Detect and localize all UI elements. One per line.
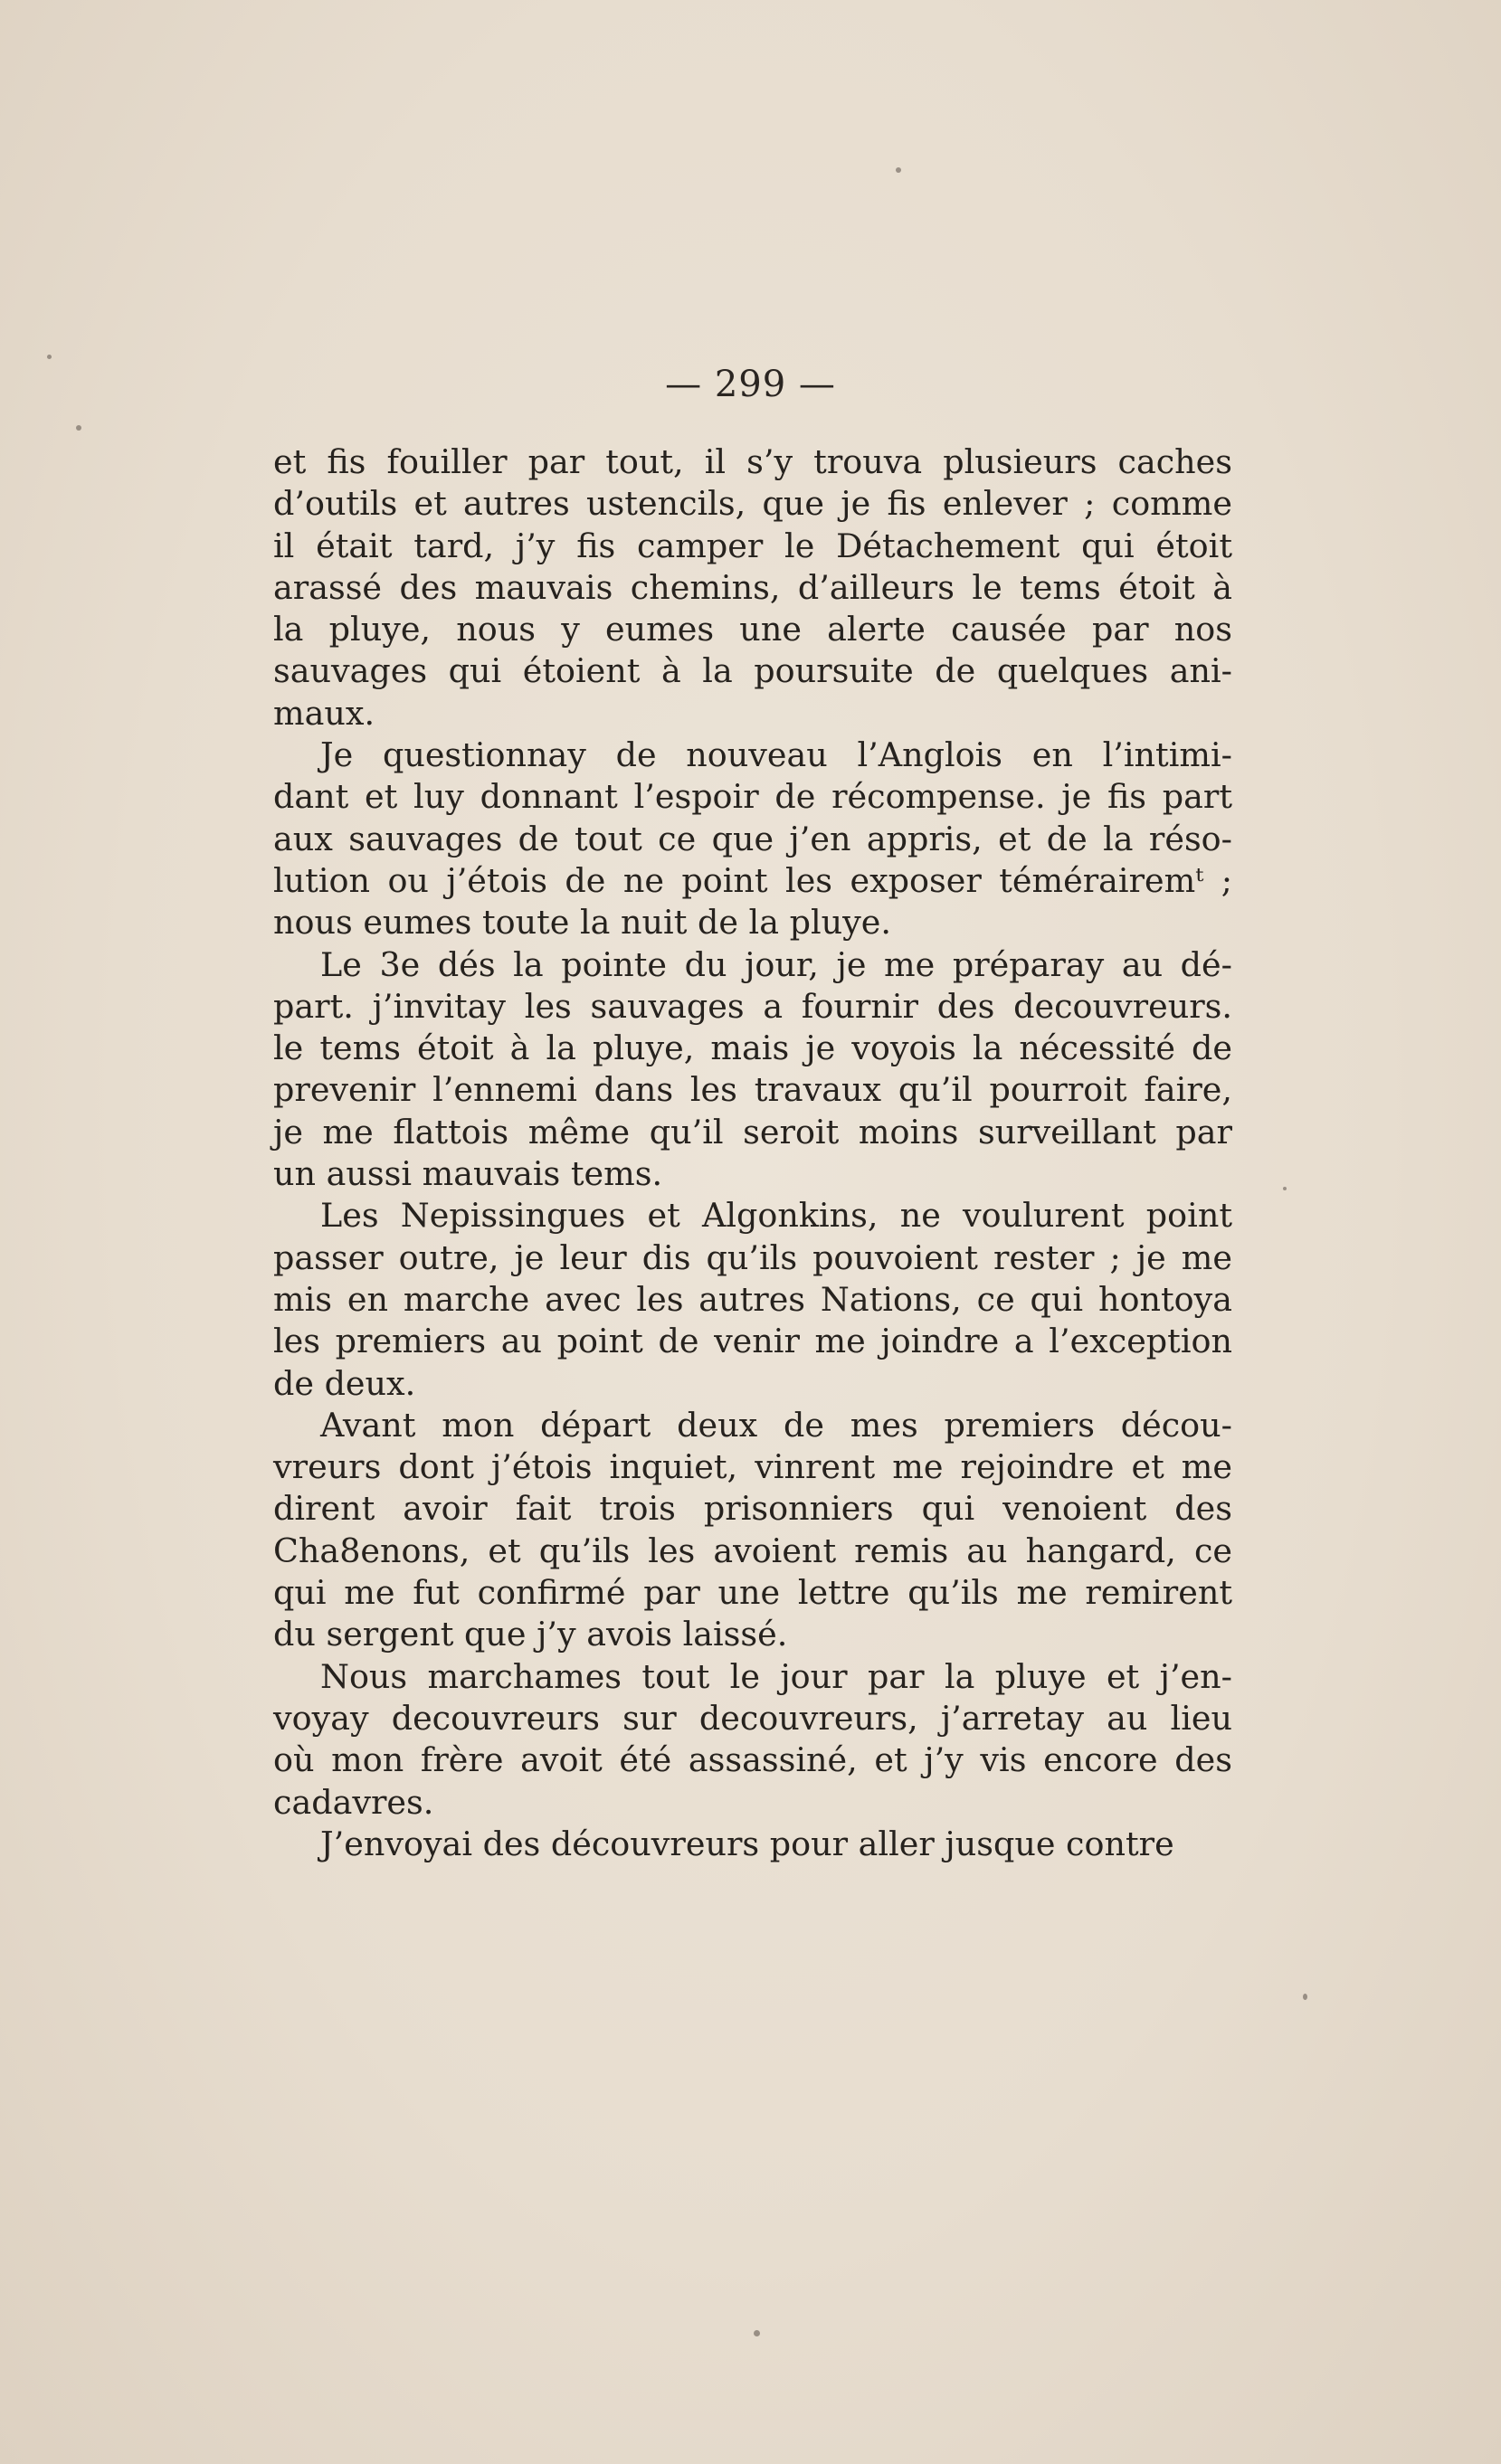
text-line: prevenir l’ennemi dans les travaux qu’il pourroit faire, (273, 1070, 1232, 1110)
text-line: le tems étoit à la pluye, mais je voyois la nécessité de (273, 1028, 1232, 1068)
paragraph-start: Je questionnay de nouveau l’Anglois en l’intimi- (320, 735, 1232, 775)
body-text (273, 441, 1232, 1865)
text-line: sauvages qui étoient à la poursuite de quelques ani- (273, 651, 1232, 691)
text-line: voyay decouvreurs sur decouvreurs, j’arretay au lieu (273, 1698, 1232, 1738)
text-line: dirent avoir fait trois prisonniers qui venoient des (273, 1489, 1232, 1529)
paragraph-start: Le 3e dés la pointe du jour, je me prépar​ay au dé- (320, 944, 1232, 984)
paragraph-start: Avant mon départ deux de mes premiers décou- (320, 1405, 1232, 1445)
paragraph-start: J’envoyai des découvreurs pour aller jusque contre (320, 1824, 1174, 1863)
paragraph-start: Les Nepissingues et Algonkins, ne voulurent point (320, 1196, 1232, 1236)
text-line: dant et luy donnant l’espoir de récompense. je fis part (273, 777, 1232, 817)
paper-speck (754, 2330, 760, 2336)
paper-speck (1283, 1187, 1287, 1190)
text-line: du sergent que j’y avois laissé. (273, 1615, 788, 1654)
paper-speck (1303, 1994, 1307, 2000)
text-line: cadavres. (273, 1782, 434, 1822)
text-line: de deux. (273, 1363, 416, 1403)
text-line: lution ou j’étois de ne point les exposer témérairemᵗ ; (273, 860, 1232, 900)
paragraph-start: Nous marchames tout le jour par la pluye et j’en- (320, 1656, 1232, 1696)
text-line: je me flattois même qu’il seroit moins surveillant par (273, 1112, 1232, 1151)
text-line: où mon frère avoit été assassiné, et j’y vis encore des (273, 1740, 1232, 1780)
text-line: passer outre, je leur dis qu’ils pouvoient rester ; je me (273, 1237, 1232, 1277)
text-line: et fis fouiller par tout, il s’y trouva plusieurs caches (273, 442, 1232, 481)
text-line: les premiers au point de venir me joindre a l’exception (273, 1322, 1232, 1361)
text-line: qui me fut confirmé par une lettre qu’ils me remirent (273, 1573, 1232, 1613)
text-line: vreurs dont j’étois inquiet, vinrent me rejoindre et me (273, 1447, 1232, 1487)
text-line: nous eumes toute la nuit de la pluye. (273, 903, 891, 943)
paper-speck (47, 355, 52, 359)
text-line: la pluye, nous y eumes une alerte causée par nos (273, 610, 1232, 649)
paper-speck (76, 425, 81, 431)
text-line: mis en marche avec les autres Nations, ce qui hontoya (273, 1279, 1232, 1319)
text-line: Cha8enons, et qu’ils les avoient remis au hangard, ce (273, 1531, 1232, 1570)
text-line: arassé des mauvais chemins, d’ailleurs le tems étoit à (273, 567, 1232, 607)
paper-speck (896, 167, 901, 173)
text-line: aux sauvages de tout ce que j’en appris, et de la réso- (273, 819, 1232, 858)
text-line: d’outils et autres ustencils, que je fis enlever ; comme (273, 484, 1232, 524)
text-line: un aussi mauvais tems. (273, 1154, 663, 1194)
page-number: — 299 — (665, 364, 836, 405)
text-line: il était tard, j’y fis camper le Détachement qui étoit (273, 526, 1232, 565)
text-line: part. j’invitay les sauvages a fournir des decouvreurs. (273, 986, 1232, 1026)
text-line: maux. (273, 693, 375, 733)
